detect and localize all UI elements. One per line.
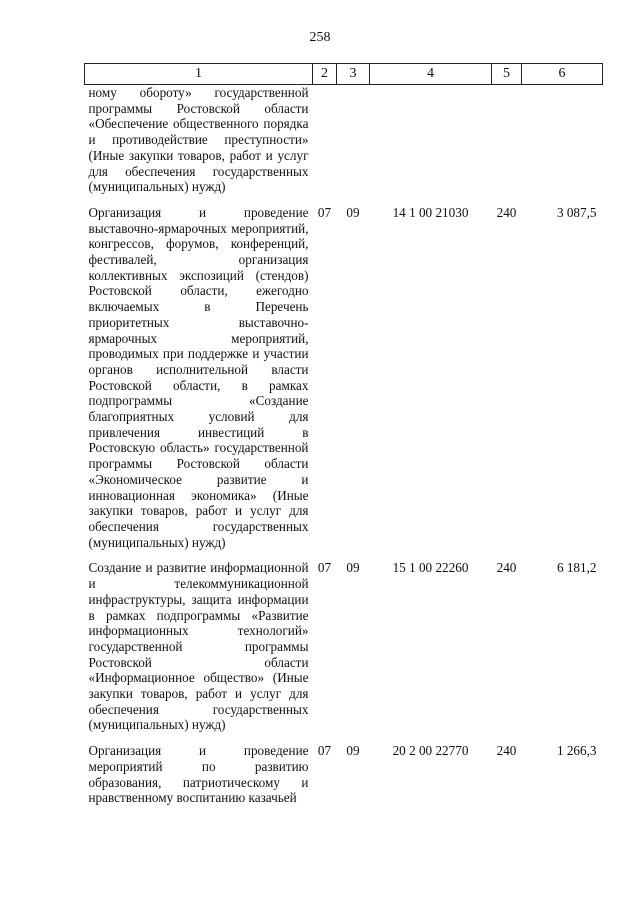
table-header-row [85, 64, 603, 85]
row-expense-type: 240 [496, 560, 517, 576]
row-section: 07 [317, 743, 332, 759]
column-header-2: 2 [313, 64, 337, 85]
row-target-code: 14 1 00 21030 [392, 204, 469, 220]
row-section: 07 [317, 204, 332, 220]
page-number: 258 [309, 30, 331, 45]
row-subsection: 09 [346, 204, 360, 220]
row-target-code [370, 85, 492, 203]
row-target-code: 20 2 00 22770 [392, 743, 469, 759]
column-header-1: 1 [85, 64, 313, 85]
row-section: 07 [317, 560, 332, 576]
row-subsection: 09 [346, 743, 360, 759]
row-description: Организация и проведение выставочно-ярмарочных мероприятий, конгрессов, форумов, конференций, фестивалей, организация коллективных экспозиций (стендов) Ростовской области, ежегодно включаемых в Перечень приоритетных выставочно-ярмарочных мероприятий, проводимых при поддержке и участии органов исполнительной власти Ростовской области, в рамках подпрограммы «Создание благоприятных условий для привлечения инвестиций в Ростовскую область» государственной программы Ростовской области «Экономическое развитие и инновационная экономика» (Иные закупки товаров, работ и услуг для обеспечения государственных (муниципальных) нужд) [88, 204, 309, 550]
table-row [85, 558, 603, 741]
row-subsection: 09 [346, 560, 360, 576]
row-expense-type [492, 85, 522, 203]
row-expense-type: 240 [496, 204, 517, 220]
row-target-code: 15 1 00 22260 [392, 560, 469, 576]
column-header-3: 3 [337, 64, 370, 85]
row-description: Организация и проведение мероприятий по развитию образования, патриотическому и нравственному воспитанию казачьей [88, 743, 309, 806]
row-description: ному обороту» государственной программы Ростовской области «Обеспечение общественного порядка и противодействие преступности» (Иные закупки товаров, работ и услуг для обеспечения государственных (муниципальных) нужд) [88, 85, 309, 195]
row-description: Создание и развитие информационной и телекоммуникационной инфраструктуры, защита информации в рамках подпрограммы «Развитие информационных технологий» государственной программы Ростовской области «Информационное общество» (Иные закупки товаров, работ и услуг для обеспечения государственных (муниципальных) нужд) [88, 560, 309, 733]
row-amount: 3 087,5 [556, 204, 597, 220]
table-row [85, 741, 603, 814]
row-section [313, 85, 337, 203]
column-header-4: 4 [370, 64, 492, 85]
table-row [85, 85, 603, 203]
row-amount [522, 85, 603, 203]
row-amount: 1 266,3 [556, 743, 597, 759]
column-header-5: 5 [492, 64, 522, 85]
row-subsection [337, 85, 370, 203]
table-row [85, 203, 603, 558]
budget-table [84, 63, 603, 814]
row-amount: 6 181,2 [556, 560, 597, 576]
row-expense-type: 240 [496, 743, 517, 759]
column-header-6: 6 [522, 64, 603, 85]
